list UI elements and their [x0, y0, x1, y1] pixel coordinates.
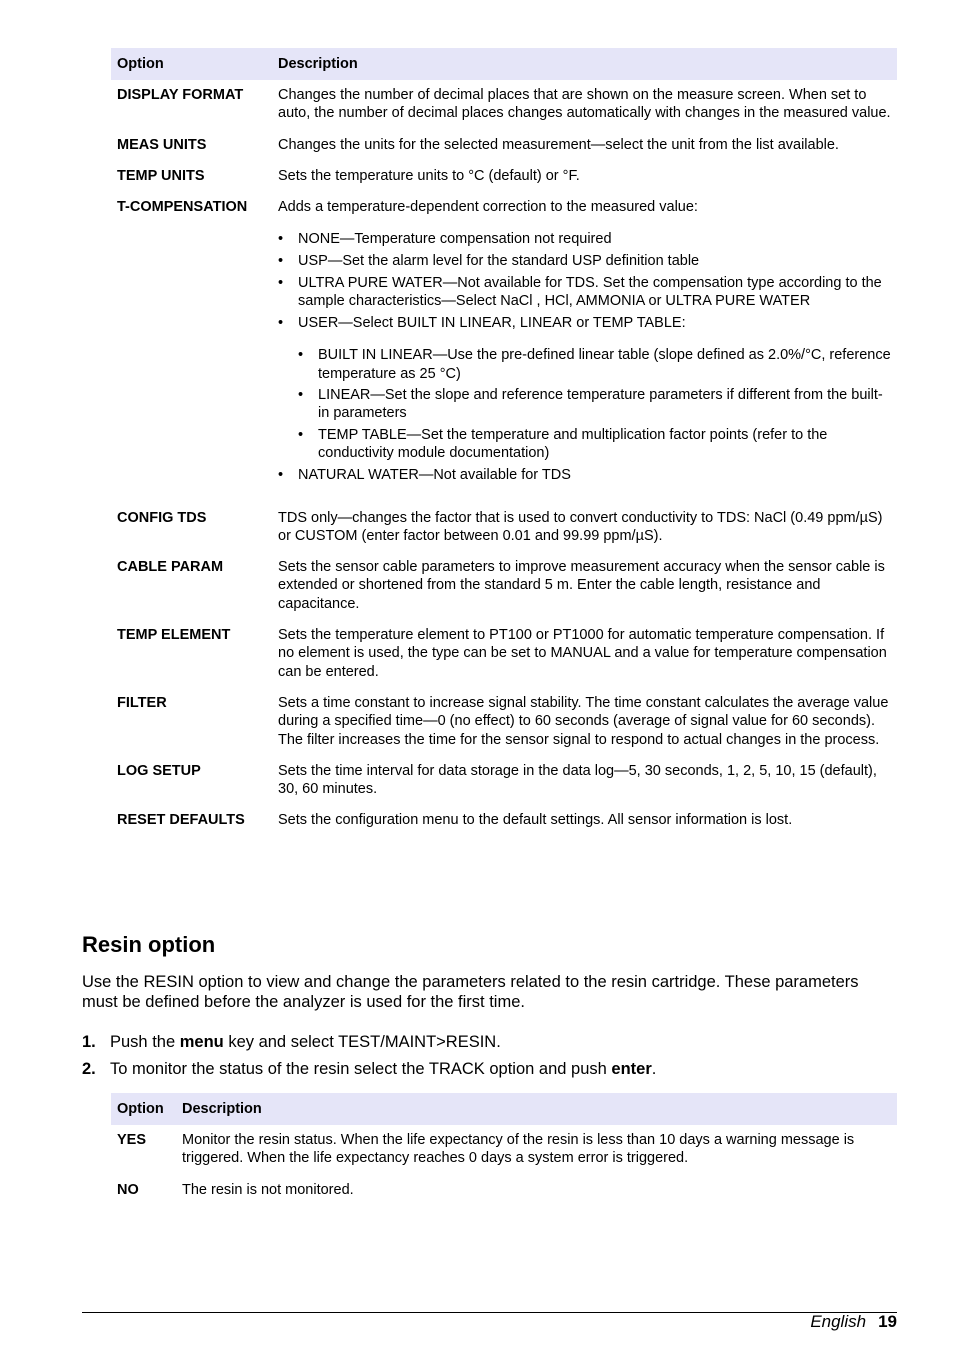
description-cell: Changes the units for the selected measurement—select the unit from the list available. [278, 136, 839, 153]
options-table [111, 48, 897, 837]
table-row [111, 552, 897, 620]
option-cell: T-COMPENSATION [117, 199, 248, 216]
step-text: Push the [110, 1033, 180, 1051]
option-cell: TEMP ELEMENT [117, 627, 231, 644]
list-item: • USP—Set the alarm level for the standard USP definition table [298, 252, 891, 270]
option-cell: RESET DEFAULTS [117, 812, 245, 829]
list-item: • NATURAL WATER—Not available for TDS [298, 466, 891, 484]
option-cell: TEMP UNITS [117, 167, 205, 184]
description-cell: The resin is not monitored. [182, 1181, 354, 1198]
key-name: enter [611, 1060, 652, 1078]
footer-divider [82, 1312, 897, 1313]
step-text: To monitor the status of the resin select the TRACK option and push [110, 1060, 612, 1078]
footer-language: English [810, 1312, 867, 1331]
list-item: • NONE—Temperature compensation not required [298, 230, 891, 248]
table-row [111, 620, 897, 688]
sub-list-item: • TEMP TABLE—Set the temperature and multiplication factor points (refer to the conductivity module documentation) [318, 426, 891, 463]
table-row [111, 1175, 897, 1206]
description-cell: Sets the temperature units to °C (default) or °F. [278, 167, 580, 184]
table-row [111, 1125, 897, 1175]
description-cell: Sets the sensor cable parameters to improve measurement accuracy when the sensor cable is extended or shortened from the standard 5 m. Enter the cable length, resistance and capacitance. [278, 559, 885, 612]
table-row [111, 688, 897, 756]
resin-options-table [111, 1093, 897, 1206]
table-row [111, 130, 897, 161]
list-item: • ULTRA PURE WATER—Not available for TDS. Set the compensation type according to the sample characteristics—Select NaCl , HCl, AMMONIA or ULTRA PURE WATER [298, 274, 891, 311]
option-cell: LOG SETUP [117, 762, 201, 779]
description-text: Adds a temperature-dependent correction to the measured value: [278, 199, 698, 216]
step-text: key and select TEST/MAINT>RESIN. [223, 1033, 501, 1051]
sub-list-item: • LINEAR—Set the slope and reference temperature parameters if different from the built-in parameters [318, 386, 891, 423]
step-number: 2. [82, 1060, 96, 1078]
table-header-row [111, 1093, 897, 1125]
step-number: 1. [82, 1033, 96, 1051]
description-cell [272, 192, 897, 494]
list-item [298, 314, 891, 462]
bullet-list [278, 230, 891, 484]
step-text: . [651, 1060, 657, 1078]
table-row [111, 192, 897, 494]
sub-list-item: • BUILT IN LINEAR—Use the pre-defined linear table (slope defined as 2.0%/°C, reference temperature as 25 °C) [318, 346, 891, 383]
header-option: Option [111, 48, 272, 80]
table-row [111, 756, 897, 806]
option-cell: CONFIG TDS [117, 509, 207, 526]
description-cell: TDS only—changes the factor that is used to convert conductivity to TDS: NaCl (0.49 ppm/µS) or CUSTOM (enter factor between 0.01 and 99.99 ppm/µS). [278, 509, 883, 544]
table-row [111, 805, 897, 836]
steps-list [82, 1032, 902, 1086]
header-description: Description [176, 1093, 897, 1125]
option-cell: CABLE PARAM [117, 559, 224, 576]
header-option: Option [111, 1093, 176, 1125]
description-cell: Sets the time interval for data storage in the data log—5, 30 seconds, 1, 2, 5, 10, 15 (default), 30, 60 minutes. [278, 762, 877, 798]
header-description: Description [272, 48, 897, 80]
key-name: menu [179, 1033, 224, 1051]
table-header-row [111, 48, 897, 80]
description-cell: Monitor the resin status. When the life expectancy of the resin is less than 10 days a warning message is triggered. When the life expectancy reaches 0 days a system error is triggered. [182, 1132, 855, 1167]
description-cell: Sets the temperature element to PT100 or PT1000 for automatic temperature compensation. If no element is used, the type can be set to MANUAL and a value for temperature compensation can be entered. [278, 627, 887, 680]
description-cell: Changes the number of decimal places that are shown on the measure screen. When set to auto, the number of decimal places changes automatically with changes in the measured value. [278, 87, 891, 122]
option-cell: DISPLAY FORMAT [117, 87, 244, 103]
option-cell: FILTER [117, 694, 167, 711]
step-item [82, 1059, 902, 1079]
page-footer [810, 1312, 897, 1332]
description-cell: Sets a time constant to increase signal stability. The time constant calculates the average value during a specified time—0 (no effect) to 60 seconds (average of signal value for 60 seconds). The filter increases the time for the sensor signal to respond to actual changes in the process. [278, 694, 889, 748]
sub-bullet-list [298, 346, 891, 462]
list-item-text: USER—Select BUILT IN LINEAR, LINEAR or TEMP TABLE: [298, 315, 686, 332]
section-intro: Use the RESIN option to view and change the parameters related to the resin cartridge. These parameters must be defined before the analyzer is used for the first time. [82, 973, 859, 1011]
option-cell: NO [117, 1181, 139, 1198]
description-cell: Sets the configuration menu to the default settings. All sensor information is lost. [278, 812, 793, 829]
table-row [111, 161, 897, 192]
step-item [82, 1032, 902, 1052]
page-number: 19 [878, 1312, 897, 1331]
option-cell: YES [117, 1132, 147, 1148]
table-row [111, 80, 897, 130]
section-title: Resin option [82, 932, 216, 957]
table-row [111, 495, 897, 553]
option-cell: MEAS UNITS [117, 136, 207, 153]
